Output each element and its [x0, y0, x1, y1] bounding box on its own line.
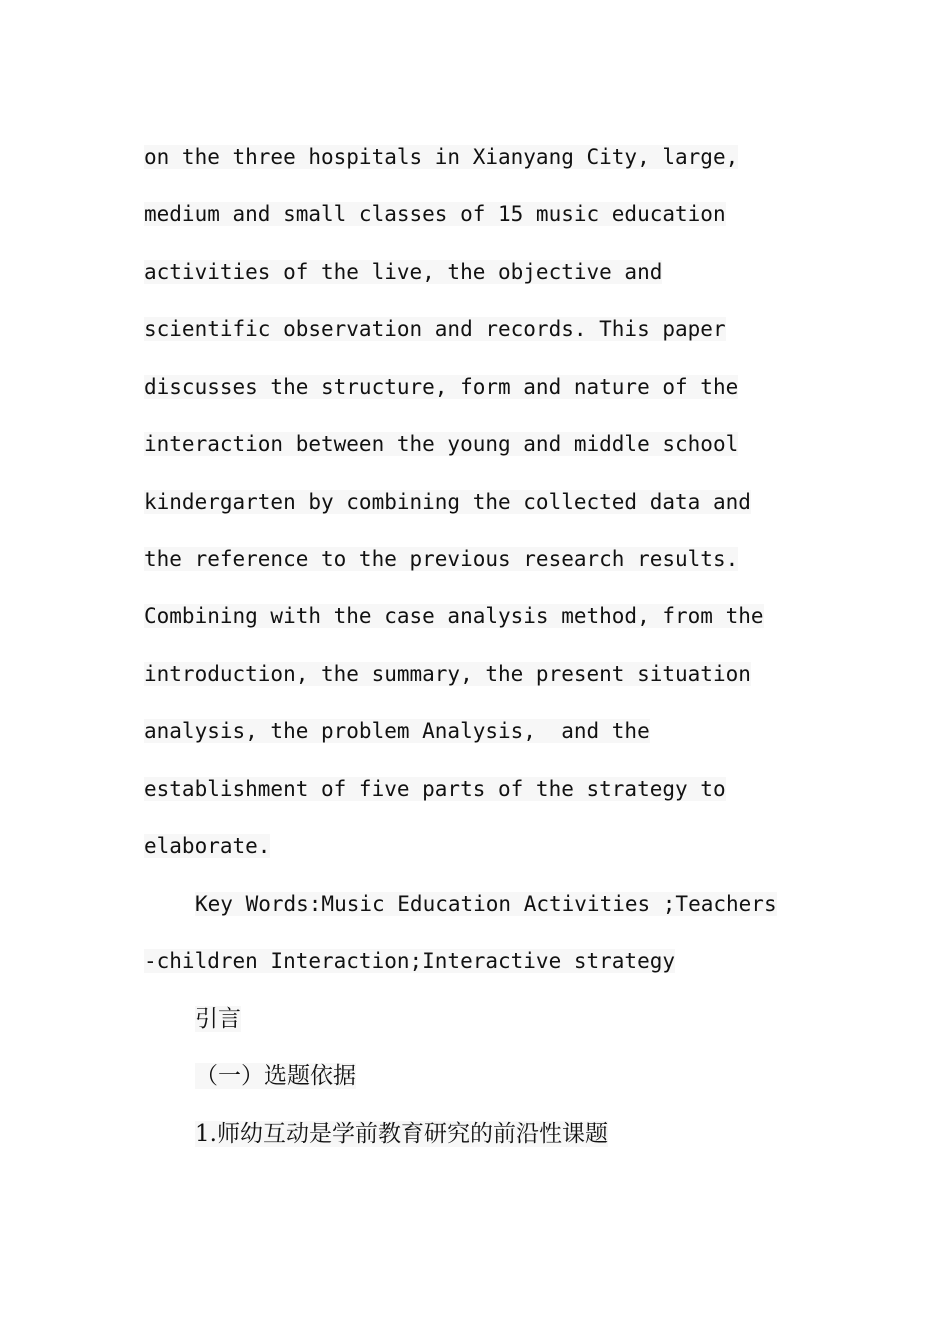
- keywords-line: Key Words:Music Education Activities ;Teachers: [195, 892, 777, 916]
- section-title: 引言: [195, 1006, 241, 1032]
- abstract-line: establishment of five parts of the strategy to: [144, 777, 726, 801]
- abstract-line: elaborate.: [144, 834, 271, 858]
- abstract-line: kindergarten by combining the collected data and: [144, 490, 751, 514]
- abstract-line: discusses the structure, form and nature of the: [144, 375, 739, 399]
- subsection-title: （一）选题依据: [195, 1063, 356, 1089]
- abstract-line: on the three hospitals in Xianyang City, large,: [144, 145, 739, 169]
- abstract-line: introduction, the summary, the present situation: [144, 662, 751, 686]
- abstract-line: analysis, the problem Analysis, and the: [144, 719, 650, 743]
- abstract-line: medium and small classes of 15 music education: [144, 202, 726, 226]
- abstract-line: scientific observation and records. This paper: [144, 317, 726, 341]
- keywords-line-continued: -children Interaction;Interactive strategy: [144, 949, 676, 973]
- item-title: 1.师幼互动是学前教育研究的前沿性课题: [195, 1121, 608, 1147]
- abstract-line: activities of the live, the objective and: [144, 260, 663, 284]
- abstract-line: interaction between the young and middle school: [144, 432, 739, 456]
- abstract-line: the reference to the previous research results.: [144, 547, 739, 571]
- abstract-line: Combining with the case analysis method, from the: [144, 604, 764, 628]
